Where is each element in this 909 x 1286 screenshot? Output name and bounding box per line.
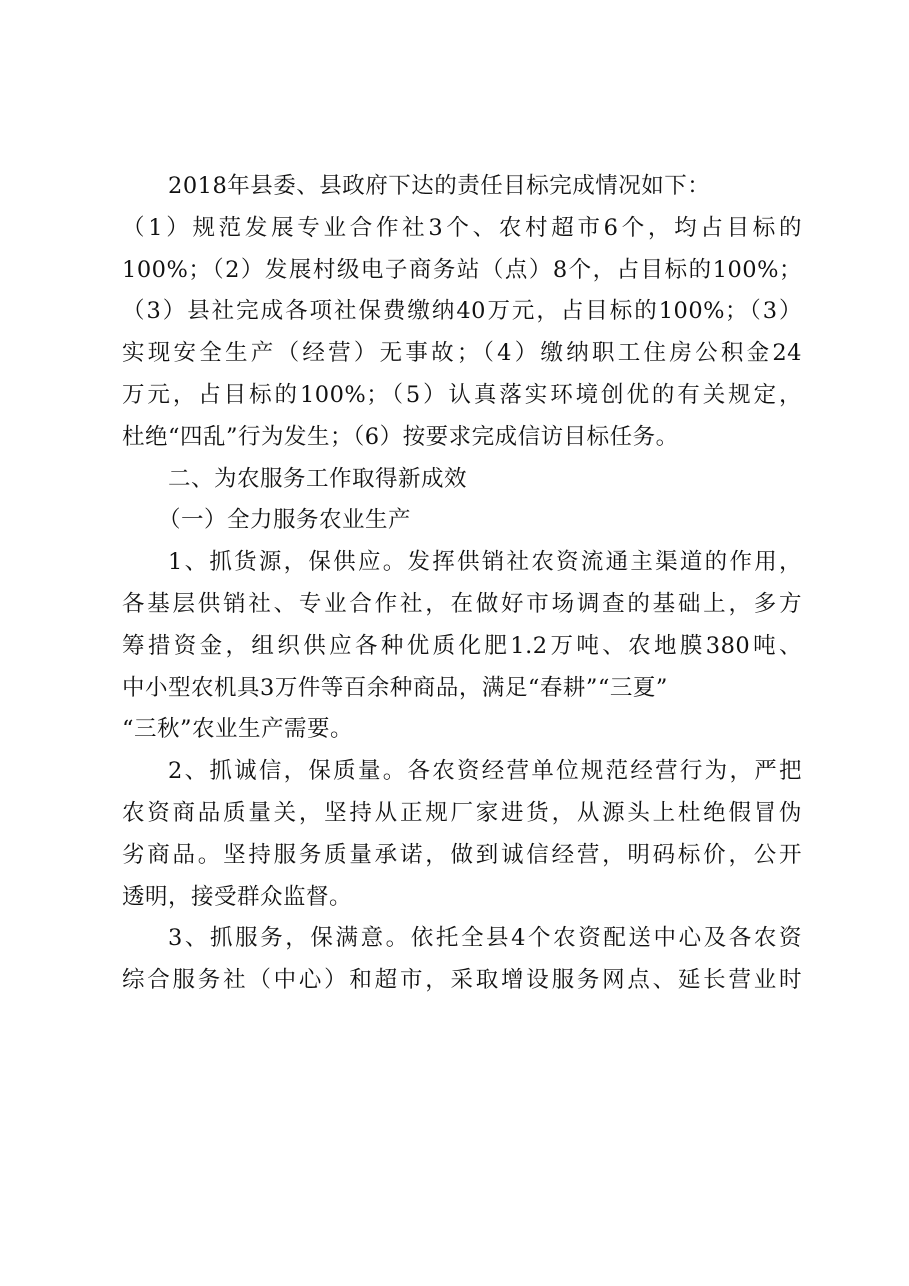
paragraph-line: 杜绝“四乱”行为发生；（6）按要求完成信访目标任务。 xyxy=(122,423,679,450)
paragraph-line: 透明，接受群众监督。 xyxy=(122,883,353,910)
paragraph-line: 万元，占目标的100%；（5）认真落实环境创优的有关规定， xyxy=(122,381,802,408)
paragraph-line: “三秋”农业生产需要。 xyxy=(122,716,354,743)
paragraph-line: 劣商品。坚持服务质量承诺，做到诚信经营，明码标价，公开 xyxy=(122,841,802,868)
paragraph-line: 综合服务社（中心）和超市，采取增设服务网点、延长营业时 xyxy=(122,967,802,994)
paragraph-line: 各基层供销社、专业合作社，在做好市场调查的基础上，多方 xyxy=(122,590,802,617)
paragraph-line: 筹措资金，组织供应各种优质化肥1.2万吨、农地膜380吨、 xyxy=(122,632,802,659)
paragraph-line: 农资商品质量关，坚持从正规厂家进货，从源头上杜绝假冒伪 xyxy=(122,799,802,826)
paragraph-line: 2018年县委、县政府下达的责任目标完成情况如下： xyxy=(168,173,711,199)
document-body xyxy=(122,166,802,1002)
paragraph-line: 中小型农机具3万件等百余种商品，满足“春耕”“三夏” xyxy=(122,674,668,701)
subsection-heading: （一）全力服务农业生产 xyxy=(158,507,412,534)
paragraph-line: 2、抓诚信，保质量。各农资经营单位规范经营行为，严把 xyxy=(168,758,802,785)
paragraph-line: 3、抓服务，保满意。依托全县4个农资配送中心及各农资 xyxy=(168,925,802,952)
paragraph-line: 实现安全生产（经营）无事故；（4）缴纳职工住房公积金24 xyxy=(122,340,802,367)
section-heading: 二、为农服务工作取得新成效 xyxy=(168,465,468,492)
paragraph-line: 1、抓货源，保供应。发挥供销社农资流通主渠道的作用， xyxy=(168,549,802,576)
paragraph-line: （1）规范发展专业合作社3个、农村超市6个，均占目标的 xyxy=(122,214,802,241)
paragraph-line: 100%；（2）发展村级电子商务站（点）8个，占目标的100%； xyxy=(122,256,802,283)
paragraph-line: （3）县社完成各项社保费缴纳40万元，占目标的100%；（3） xyxy=(122,298,802,325)
